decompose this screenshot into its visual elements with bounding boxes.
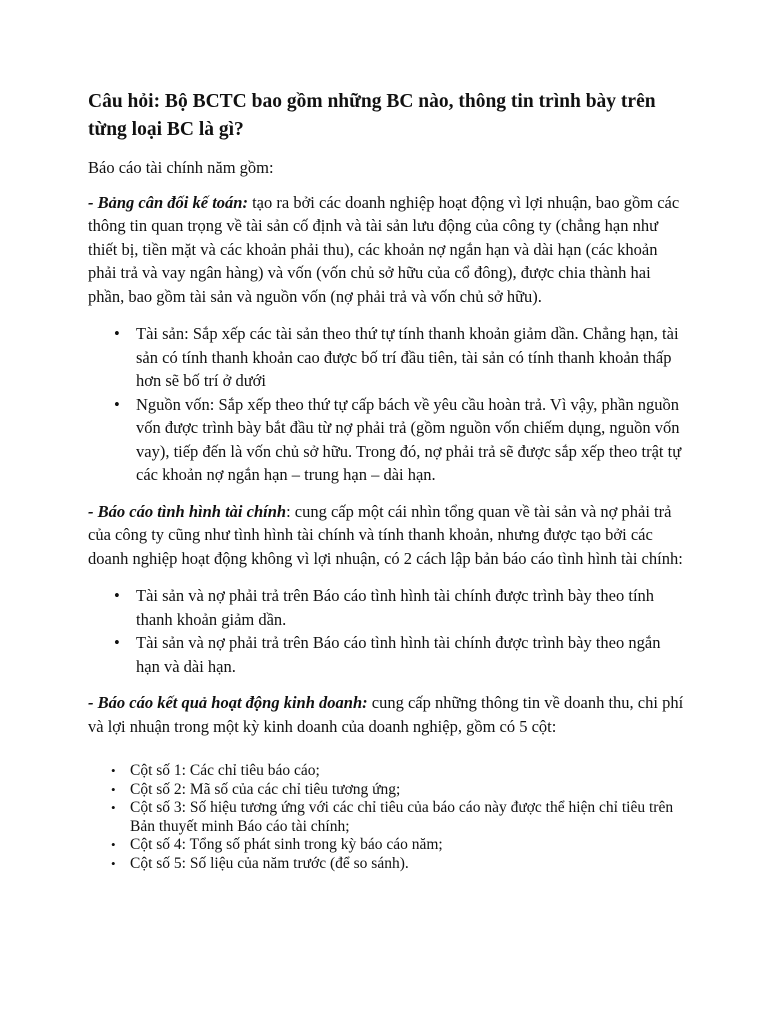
- list-item-text: Cột số 2: Mã số của các chỉ tiêu tương ứng;: [130, 780, 401, 798]
- list-item: [88, 631, 688, 678]
- list-item: [88, 393, 688, 487]
- list-item-text: Tài sản và nợ phải trả trên Báo cáo tình hình tài chính được trình bày theo ngắn hạn và dài hạn.: [136, 633, 661, 676]
- list-item-text: Cột số 1: Các chỉ tiêu báo cáo;: [130, 762, 320, 779]
- list-item: [88, 855, 688, 874]
- section-income-statement: [88, 691, 688, 738]
- income-statement-bullets: [88, 762, 688, 873]
- list-item-text: Cột số 4: Tổng số phát sinh trong kỳ báo cáo năm;: [130, 836, 443, 853]
- document-page: [88, 88, 688, 884]
- section-text: tạo ra bởi các doanh nghiệp hoạt động vì lợi nhuận, bao gồm các thông tin quan trọng về tài sản cố định và tài sản lưu động của công ty (chẳng hạn như thiết bị, tiền mặt và các khoản phải thu), các khoản nợ ngắn hạn và dài hạn (các khoản phải trả và vay ngân hàng) và vốn (vốn chủ sở hữu của cổ đông), được chia thành hai phần, bao gồm tài sản và nguồn vốn (nợ phải trả và vốn chủ sở hữu).: [88, 192, 680, 306]
- bullet-icon: •: [114, 586, 120, 605]
- section-text: cung cấp những thông tin về doanh thu, chi phí và lợi nhuận trong một kỳ kinh doanh của doanh nghiệp, gồm có 5 cột:: [88, 693, 684, 736]
- section-label: - Bảng cân đối kế toán:: [88, 192, 248, 212]
- section-label: - Báo cáo kết quả hoạt động kinh doanh:: [88, 693, 368, 712]
- section-financial-position: [88, 500, 688, 571]
- bullet-icon: •: [114, 324, 120, 343]
- list-item-text: Nguồn vốn: Sắp xếp theo thứ tự cấp bách về yêu cầu hoàn trả. Vì vậy, phần nguồn vốn được trình bày bắt đầu từ nợ phải trả (gồm nguồn vốn chiếm dụng, nguồn vốn vay), tiếp đến là vốn chủ sở hữu. Trong đó, nợ phải trả sẽ được sắp xếp theo trật tự các khoản nợ ngắn hạn – trung hạn – dài hạn.: [136, 394, 682, 484]
- bullet-icon: •: [111, 781, 116, 797]
- bullet-icon: •: [111, 763, 116, 778]
- list-item: [88, 799, 688, 836]
- bullet-icon: •: [111, 837, 116, 852]
- balance-sheet-bullets: [88, 322, 688, 487]
- question-title: Câu hỏi: Bộ BCTC bao gồm những BC nào, thông tin trình bày trên từng loại BC là gì?: [88, 91, 656, 140]
- section-text: : cung cấp một cái nhìn tổng quan về tài sản và nợ phải trả của công ty cũng như tình hình tài chính và tính thanh khoản, nhưng được tạo bởi các doanh nghiệp hoạt động không vì lợi nhuận, có 2 cách lập bản báo cáo tình hình tài chính:: [88, 501, 683, 568]
- list-item: [88, 836, 688, 855]
- list-item-text: Cột số 5: Số liệu của năm trước (để so sánh).: [130, 854, 409, 872]
- bullet-icon: •: [111, 800, 116, 815]
- list-item: [88, 781, 688, 800]
- list-item-text: Tài sản: Sắp xếp các tài sản theo thứ tự tính thanh khoản giảm dần. Chẳng hạn, tài sản có tính thanh khoản cao được bố trí đầu tiên, tài sản có tính thanh khoản thấp hơn sẽ bố trí ở dưới: [136, 324, 679, 390]
- list-item-text: Cột số 3: Số hiệu tương ứng với các chỉ tiêu của báo cáo này được thể hiện chỉ tiêu trên Bản thuyết minh Báo cáo tài chính;: [130, 799, 674, 835]
- bullet-icon: •: [114, 394, 120, 414]
- list-item: [88, 584, 688, 631]
- list-item: [88, 322, 688, 393]
- intro-paragraph: Báo cáo tài chính năm gồm:: [88, 158, 274, 177]
- list-item: [88, 762, 688, 781]
- bullet-icon: •: [111, 855, 116, 871]
- financial-position-bullets: [88, 584, 688, 678]
- section-label: - Báo cáo tình hình tài chính: [88, 501, 287, 521]
- list-item-text: Tài sản và nợ phải trả trên Báo cáo tình hình tài chính được trình bày theo tính thanh khoản giảm dần.: [136, 586, 655, 629]
- section-balance-sheet: [88, 191, 688, 309]
- bullet-icon: •: [114, 633, 120, 652]
